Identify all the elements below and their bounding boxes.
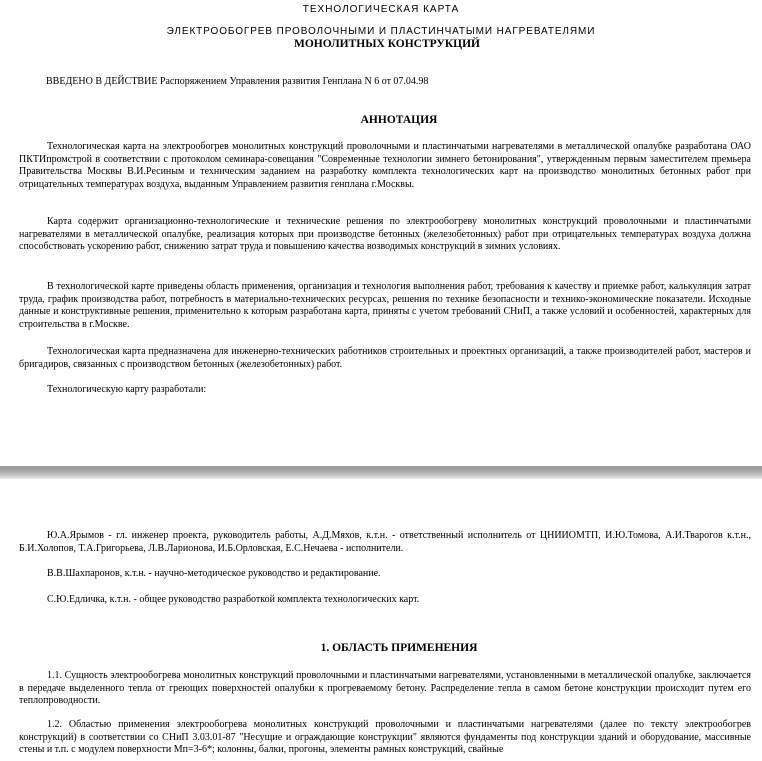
edinichka-line: С.Ю.Едличка, к.т.н. - общее руководство разработкой комплекта технологических карт. — [47, 594, 420, 605]
shaharonov-line: В.В.Шахпаронов, к.т.н. - научно-методическое руководство и редактирование. — [47, 568, 381, 579]
authors-paragraph: Ю.А.Ярымов - гл. инженер проекта, руководитель работы, А.Д.Мяхов, к.т.н. - ответственный исполнитель от ЦНИИОМТП, И.Ю.Томова, А.И.Тварогов к.т.н., Б.И.Холопов, Т.А.Григорьева, Л.В.Ларионова, И.Б.Орловская, Е.С.Нечаева - исполнители. — [19, 530, 751, 554]
page-break-separator — [0, 466, 762, 479]
annotation-paragraph-4: Технологическая карта предназначена для инженерно-технических работников строительных и проектных организаций, а также производителей работ, мастеров и бригадиров, связанных с производством бетонных (железобетонных) работ. — [19, 346, 751, 370]
introduced-line — [46, 76, 428, 87]
annotation-paragraph-5: Технологическую карту разработали: — [47, 384, 207, 395]
annotation-paragraph-3: В технологической карте приведены область применения, организация и технология выполнения работ, требования к качеству и приемке работ, калькуляция затрат труда, график производства работ, потребность в материально-технических ресурсах, решения по технике безопасности и технико-экономические показатели. Исходные данные и конструктивные решения, применительно к которым разработана карта, приняты с учетом требований СНиП, а также условий и особенностей, характерных для строительства в г.Москве. — [19, 281, 751, 330]
introduced-rest: Распоряжением Управления развития Генплана N 6 от 07.04.98 — [157, 76, 429, 87]
document-header-label: ТЕХНОЛОГИЧЕСКАЯ КАРТА — [302, 4, 460, 15]
document-title: МОНОЛИТНЫХ КОНСТРУКЦИЙ — [294, 38, 480, 50]
paragraph-1-1: 1.1. Сущность электрообогрева монолитных конструкций проволочными и пластинчатыми нагревателями, установленными в металлической опалубке, заключается в передаче выделенного тепла от греющих поверхностей опалубки к прогреваемому бетону. Распределение тепла в самом бетоне конструкции происходит путем его теплопроводности. — [19, 670, 751, 707]
introduced-prefix: ВВЕДЕНО В ДЕЙСТВИЕ — [46, 76, 158, 87]
annotation-paragraph-2: Карта содержит организационно-технологические и технические решения по электрообогреву монолитных конструкций проволочными и пластинчатыми нагревателями в металлической опалубке, реализация которых при производстве бетонных (железобетонных) работ при отрицательных температурах воздуха должна способствовать ускорению работ, снижению затрат труда и повышению качества возводимых конструкций в зимних условиях. — [19, 216, 751, 253]
document-subtitle: ЭЛЕКТРООБОГРЕВ ПРОВОЛОЧНЫМИ И ПЛАСТИНЧАТЫМИ НАГРЕВАТЕЛЯМИ — [166, 26, 596, 37]
section-1-heading: 1. ОБЛАСТЬ ПРИМЕНЕНИЯ — [320, 642, 478, 654]
paragraph-1-2: 1.2. Областью применения электрообогрева монолитных конструкций проволочными и пластинчатыми нагревателями (далее по тексту электрообогрев конструкций) в соответствии со СНиП 3.03.01-87 "Несущие и ограждающие конструкции" являются фундаменты под конструкции зданий и оборудование, массивные стены и т.п. с модулем поверхности Мп=3-6*; колонны, балки, прогоны, элементы рамных конструкций, свайные — [19, 719, 751, 756]
annotation-heading: АННОТАЦИЯ — [360, 114, 438, 126]
document-page-2 — [0, 490, 762, 761]
annotation-paragraph-1: Технологическая карта на электрообогрев монолитных конструкций проволочными и пластинчатыми нагревателями в металлической опалубке разработана ОАО ПКТИпромстрой в соответствии с протоколом семинара-совещания "Современные технологии зимнего бетонирования", утвержденным первым заместителем премьера Правительства Москвы В.И.Ресиным и техническим заданием на разработку комплекта технологических карт на производство монолитных бетонных работ при отрицательных температурах воздуха, выданным Управлением развития генплана г.Москвы. — [19, 141, 751, 190]
